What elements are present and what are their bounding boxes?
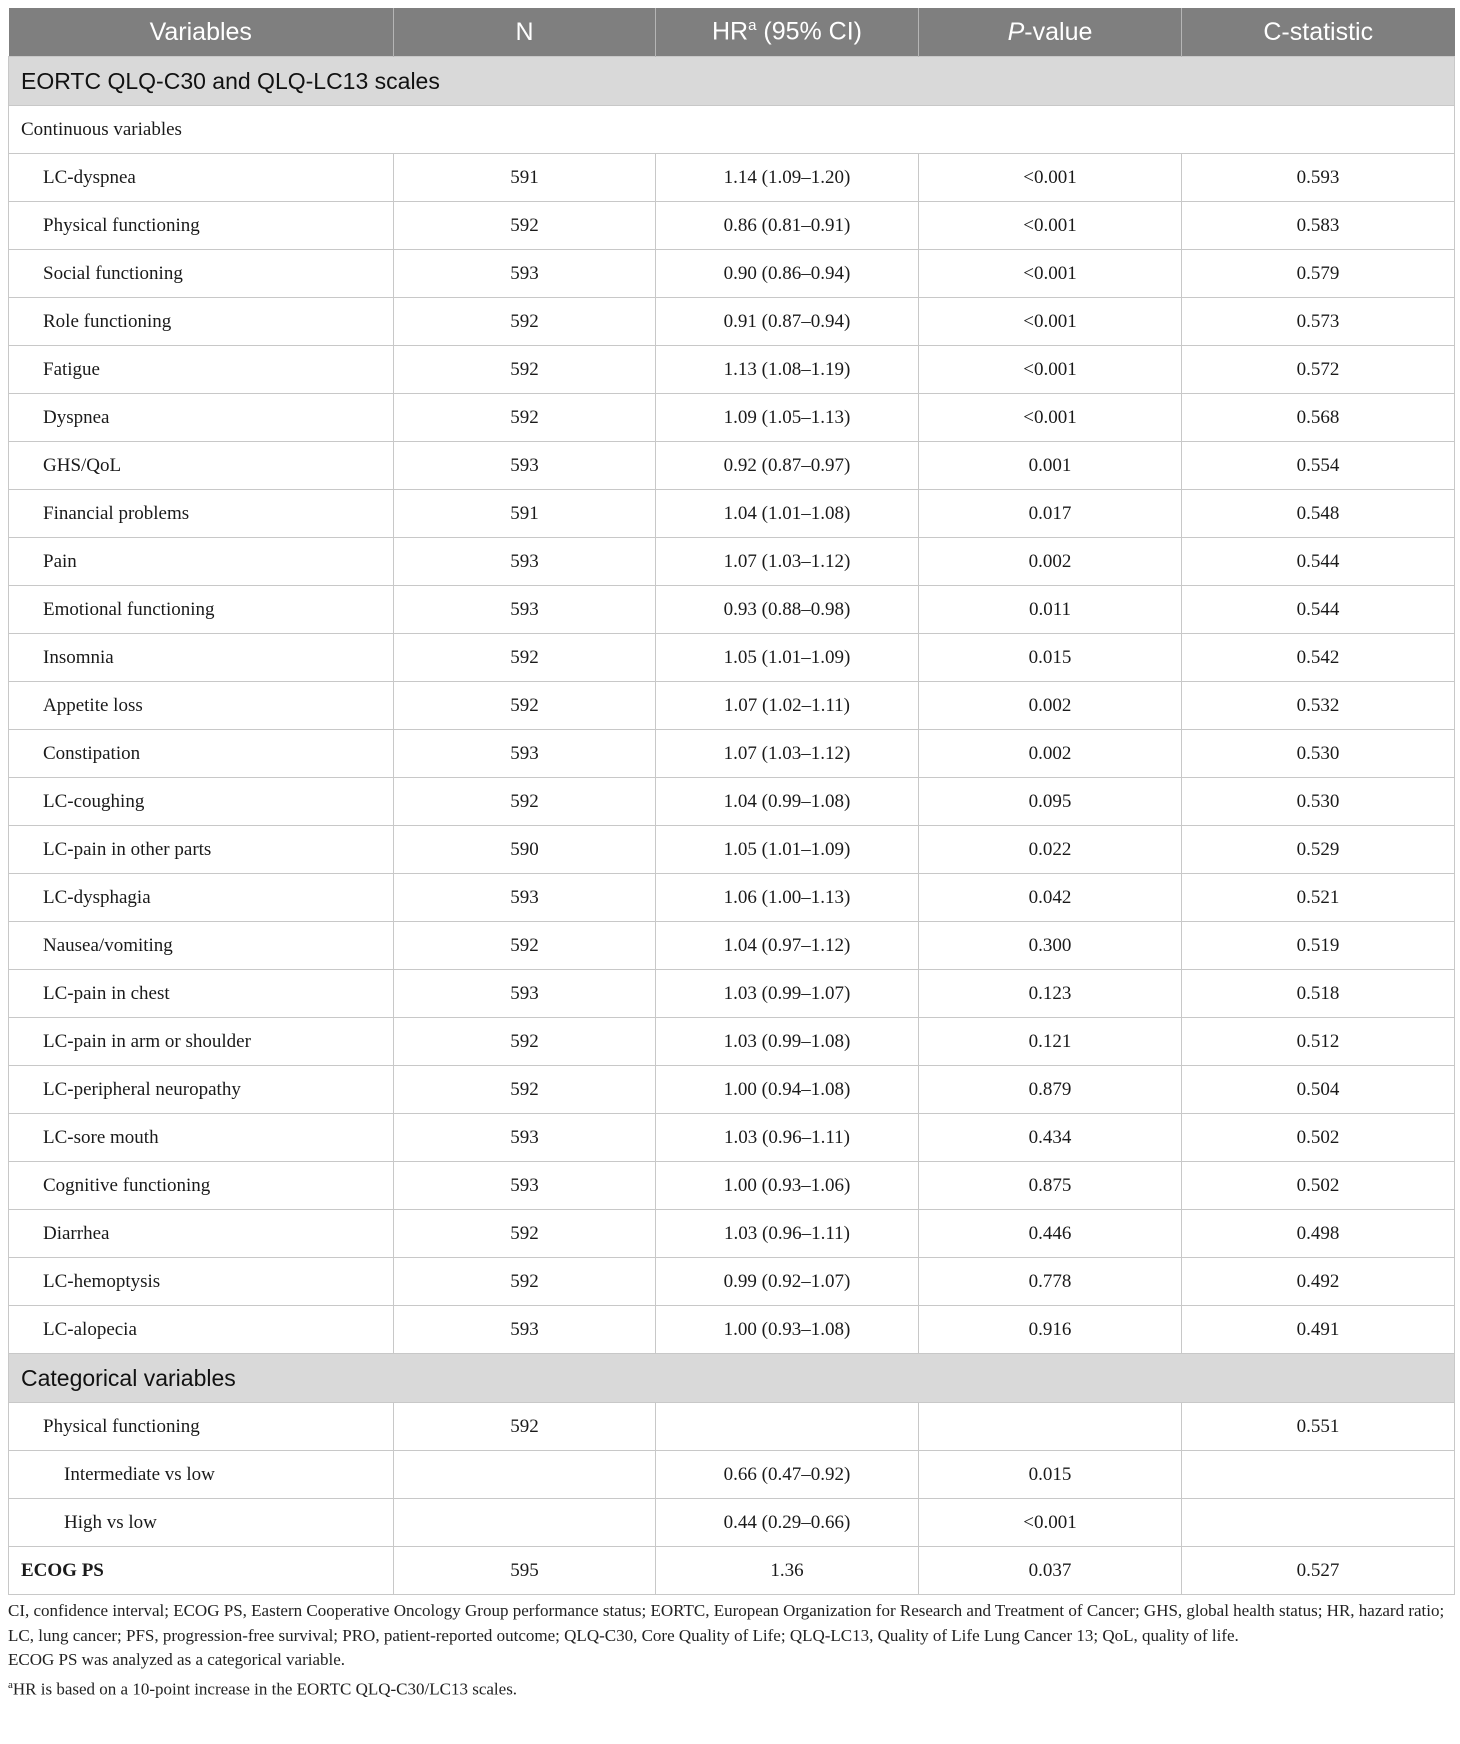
- table-row: [9, 730, 1455, 778]
- variable-cell: Dyspnea: [9, 394, 394, 442]
- n-cell: 592: [394, 634, 656, 682]
- table-row: [9, 298, 1455, 346]
- p-value-cell: 0.015: [919, 1451, 1182, 1499]
- variable-cell: Physical functioning: [9, 1403, 394, 1451]
- footnote-ecog: ECOG PS was analyzed as a categorical variable.: [8, 1650, 346, 1669]
- header-hr-sup: a: [748, 17, 757, 35]
- c-statistic-cell: 0.502: [1182, 1114, 1455, 1162]
- variable-cell: Cognitive functioning: [9, 1162, 394, 1210]
- p-value-cell: 0.123: [919, 970, 1182, 1018]
- footnote-hr-text: HR is based on a 10-point increase in the EORTC QLQ-C30/LC13 scales.: [12, 1679, 518, 1699]
- c-statistic-cell: 0.542: [1182, 634, 1455, 682]
- n-cell: 590: [394, 826, 656, 874]
- table-row: [9, 778, 1455, 826]
- p-value-cell: <0.001: [919, 202, 1182, 250]
- subhead-continuous: Continuous variables: [9, 106, 1455, 154]
- table-row: [9, 346, 1455, 394]
- hr-cell: 0.66 (0.47–0.92): [656, 1451, 919, 1499]
- c-statistic-cell: 0.502: [1182, 1162, 1455, 1210]
- hr-cell: 1.14 (1.09–1.20): [656, 154, 919, 202]
- c-statistic-cell: 0.532: [1182, 682, 1455, 730]
- p-value-cell: 0.778: [919, 1258, 1182, 1306]
- n-cell: 592: [394, 682, 656, 730]
- header-row: [9, 8, 1455, 57]
- table-row: [9, 970, 1455, 1018]
- hr-cell: 0.90 (0.86–0.94): [656, 250, 919, 298]
- c-statistic-cell: 0.492: [1182, 1258, 1455, 1306]
- p-value-cell: <0.001: [919, 298, 1182, 346]
- hr-cell: 1.00 (0.93–1.06): [656, 1162, 919, 1210]
- hr-cell: 1.05 (1.01–1.09): [656, 826, 919, 874]
- p-value-cell: 0.037: [919, 1547, 1182, 1595]
- hr-cell: 1.00 (0.93–1.08): [656, 1306, 919, 1354]
- c-statistic-cell: 0.544: [1182, 586, 1455, 634]
- variable-cell: Financial problems: [9, 490, 394, 538]
- table-row: [9, 1258, 1455, 1306]
- hr-cell: 0.92 (0.87–0.97): [656, 442, 919, 490]
- variable-cell: LC-dysphagia: [9, 874, 394, 922]
- footnotes: [8, 1599, 1454, 1702]
- n-cell: 593: [394, 730, 656, 778]
- c-statistic-cell: 0.573: [1182, 298, 1455, 346]
- table-container: [8, 8, 1454, 1702]
- c-statistic-cell: 0.519: [1182, 922, 1455, 970]
- variable-cell: LC-pain in chest: [9, 970, 394, 1018]
- variable-cell: Intermediate vs low: [9, 1451, 394, 1499]
- n-cell: [394, 1499, 656, 1547]
- c-statistic-cell: 0.551: [1182, 1403, 1455, 1451]
- p-value-cell: 0.001: [919, 442, 1182, 490]
- table-row: [9, 154, 1455, 202]
- section-title: EORTC QLQ-C30 and QLQ-LC13 scales: [9, 57, 1455, 106]
- n-cell: 591: [394, 490, 656, 538]
- p-value-cell: <0.001: [919, 154, 1182, 202]
- hr-cell: 1.04 (1.01–1.08): [656, 490, 919, 538]
- variable-cell: High vs low: [9, 1499, 394, 1547]
- table-row: [9, 874, 1455, 922]
- c-statistic-cell: 0.579: [1182, 250, 1455, 298]
- hr-cell: 1.00 (0.94–1.08): [656, 1066, 919, 1114]
- header-n: N: [394, 8, 656, 57]
- c-statistic-cell: [1182, 1451, 1455, 1499]
- p-value-cell: 0.875: [919, 1162, 1182, 1210]
- table-row: [9, 490, 1455, 538]
- variable-cell: LC-sore mouth: [9, 1114, 394, 1162]
- variable-cell: Appetite loss: [9, 682, 394, 730]
- hr-cell: 0.44 (0.29–0.66): [656, 1499, 919, 1547]
- c-statistic-cell: 0.498: [1182, 1210, 1455, 1258]
- variable-cell: ECOG PS: [9, 1547, 394, 1595]
- p-value-cell: 0.121: [919, 1018, 1182, 1066]
- p-value-cell: 0.916: [919, 1306, 1182, 1354]
- variable-cell: Pain: [9, 538, 394, 586]
- variable-cell: LC-alopecia: [9, 1306, 394, 1354]
- footnote-hr-sup: a: [8, 1678, 13, 1691]
- table-row: [9, 826, 1455, 874]
- hr-cell: 1.36: [656, 1547, 919, 1595]
- variable-cell: Constipation: [9, 730, 394, 778]
- n-cell: 592: [394, 922, 656, 970]
- table-row: [9, 394, 1455, 442]
- variable-cell: Social functioning: [9, 250, 394, 298]
- table-row: [9, 922, 1455, 970]
- table-row: [9, 538, 1455, 586]
- p-value-cell: 0.002: [919, 682, 1182, 730]
- n-cell: 593: [394, 442, 656, 490]
- table-row: [9, 1403, 1455, 1451]
- c-statistic-cell: 0.548: [1182, 490, 1455, 538]
- table-row: [9, 1547, 1455, 1595]
- header-hr-rest: (95% CI): [756, 17, 863, 46]
- p-value-cell: 0.300: [919, 922, 1182, 970]
- c-statistic-cell: 0.521: [1182, 874, 1455, 922]
- hr-cell: 1.04 (0.97–1.12): [656, 922, 919, 970]
- p-value-cell: [919, 1403, 1182, 1451]
- hr-cell: 1.07 (1.03–1.12): [656, 538, 919, 586]
- table-row: [9, 250, 1455, 298]
- p-value-cell: 0.095: [919, 778, 1182, 826]
- n-cell: 593: [394, 586, 656, 634]
- c-statistic-cell: 0.593: [1182, 154, 1455, 202]
- header-c-statistic: C-statistic: [1182, 8, 1455, 57]
- variable-cell: LC-hemoptysis: [9, 1258, 394, 1306]
- hr-cell: 1.05 (1.01–1.09): [656, 634, 919, 682]
- header-hr: [656, 8, 919, 57]
- c-statistic-cell: 0.530: [1182, 778, 1455, 826]
- n-cell: [394, 1451, 656, 1499]
- hr-cell: 1.03 (0.96–1.11): [656, 1114, 919, 1162]
- n-cell: 593: [394, 1306, 656, 1354]
- c-statistic-cell: 0.504: [1182, 1066, 1455, 1114]
- p-value-cell: <0.001: [919, 394, 1182, 442]
- c-statistic-cell: 0.544: [1182, 538, 1455, 586]
- variable-cell: Emotional functioning: [9, 586, 394, 634]
- hr-cell: 1.03 (0.99–1.08): [656, 1018, 919, 1066]
- header-p-value: [919, 8, 1182, 57]
- section-title: Categorical variables: [9, 1354, 1455, 1403]
- hr-cell: 1.07 (1.03–1.12): [656, 730, 919, 778]
- hr-cell: 1.03 (0.99–1.07): [656, 970, 919, 1018]
- hr-cell: 1.13 (1.08–1.19): [656, 346, 919, 394]
- n-cell: 593: [394, 1162, 656, 1210]
- table-row: [9, 1451, 1455, 1499]
- n-cell: 592: [394, 1066, 656, 1114]
- footnote-abbreviations: CI, confidence interval; ECOG PS, Eastern Cooperative Oncology Group performance status; EORTC, European Organization for Research and Treatment of Cancer; GHS, global health status; HR, hazard ratio; LC, lung cancer; PFS, progression-free survival; PRO, patient-reported outcome; QLQ-C30, Core Quality of Life; QLQ-LC13, Quality of Life Lung Cancer 13; QoL, quality of life.: [8, 1601, 1445, 1645]
- table-row: [9, 442, 1455, 490]
- n-cell: 595: [394, 1547, 656, 1595]
- header-p-italic: P: [1007, 17, 1025, 46]
- c-statistic-cell: 0.491: [1182, 1306, 1455, 1354]
- c-statistic-cell: 0.530: [1182, 730, 1455, 778]
- variable-cell: Physical functioning: [9, 202, 394, 250]
- variable-cell: Role functioning: [9, 298, 394, 346]
- n-cell: 592: [394, 346, 656, 394]
- variable-cell: LC-dyspnea: [9, 154, 394, 202]
- hr-cell: 1.09 (1.05–1.13): [656, 394, 919, 442]
- table-row: [9, 1114, 1455, 1162]
- p-value-cell: 0.022: [919, 826, 1182, 874]
- table-row: [9, 682, 1455, 730]
- hr-cell: 0.91 (0.87–0.94): [656, 298, 919, 346]
- variable-cell: Diarrhea: [9, 1210, 394, 1258]
- n-cell: 593: [394, 538, 656, 586]
- hr-cell: 0.99 (0.92–1.07): [656, 1258, 919, 1306]
- table-row: [9, 1162, 1455, 1210]
- n-cell: 592: [394, 1403, 656, 1451]
- hr-cell: 1.06 (1.00–1.13): [656, 874, 919, 922]
- p-value-cell: 0.015: [919, 634, 1182, 682]
- table-row: [9, 634, 1455, 682]
- results-table: [8, 8, 1455, 1595]
- n-cell: 593: [394, 1114, 656, 1162]
- header-variables: Variables: [9, 8, 394, 57]
- p-value-cell: 0.002: [919, 730, 1182, 778]
- p-value-cell: 0.446: [919, 1210, 1182, 1258]
- c-statistic-cell: 0.572: [1182, 346, 1455, 394]
- p-value-cell: <0.001: [919, 346, 1182, 394]
- table-row: [9, 1018, 1455, 1066]
- n-cell: 592: [394, 298, 656, 346]
- n-cell: 592: [394, 202, 656, 250]
- c-statistic-cell: [1182, 1499, 1455, 1547]
- p-value-cell: 0.011: [919, 586, 1182, 634]
- c-statistic-cell: 0.527: [1182, 1547, 1455, 1595]
- n-cell: 592: [394, 1258, 656, 1306]
- c-statistic-cell: 0.554: [1182, 442, 1455, 490]
- variable-cell: Nausea/vomiting: [9, 922, 394, 970]
- c-statistic-cell: 0.512: [1182, 1018, 1455, 1066]
- hr-cell: 1.03 (0.96–1.11): [656, 1210, 919, 1258]
- p-value-cell: 0.879: [919, 1066, 1182, 1114]
- variable-cell: Fatigue: [9, 346, 394, 394]
- table-row: [9, 586, 1455, 634]
- c-statistic-cell: 0.583: [1182, 202, 1455, 250]
- variable-cell: LC-pain in arm or shoulder: [9, 1018, 394, 1066]
- n-cell: 592: [394, 778, 656, 826]
- hr-cell: [656, 1403, 919, 1451]
- section-row-eortc: [9, 57, 1455, 106]
- p-value-cell: 0.017: [919, 490, 1182, 538]
- n-cell: 591: [394, 154, 656, 202]
- n-cell: 592: [394, 1018, 656, 1066]
- hr-cell: 0.93 (0.88–0.98): [656, 586, 919, 634]
- subhead-row: [9, 106, 1455, 154]
- hr-cell: 0.86 (0.81–0.91): [656, 202, 919, 250]
- n-cell: 593: [394, 250, 656, 298]
- n-cell: 593: [394, 970, 656, 1018]
- table-row: [9, 202, 1455, 250]
- variable-cell: LC-pain in other parts: [9, 826, 394, 874]
- variable-cell: GHS/QoL: [9, 442, 394, 490]
- footnote-hr: [8, 1673, 1454, 1702]
- p-value-cell: <0.001: [919, 250, 1182, 298]
- variable-cell: LC-peripheral neuropathy: [9, 1066, 394, 1114]
- c-statistic-cell: 0.518: [1182, 970, 1455, 1018]
- table-row: [9, 1306, 1455, 1354]
- hr-cell: 1.07 (1.02–1.11): [656, 682, 919, 730]
- header-hr-base: HR: [711, 17, 749, 46]
- variable-cell: LC-coughing: [9, 778, 394, 826]
- c-statistic-cell: 0.568: [1182, 394, 1455, 442]
- section-row-categorical: [9, 1354, 1455, 1403]
- table-row: [9, 1210, 1455, 1258]
- n-cell: 593: [394, 874, 656, 922]
- p-value-cell: 0.042: [919, 874, 1182, 922]
- table-row: [9, 1499, 1455, 1547]
- header-p-rest: -value: [1024, 17, 1093, 46]
- table-row: [9, 1066, 1455, 1114]
- variable-cell: Insomnia: [9, 634, 394, 682]
- c-statistic-cell: 0.529: [1182, 826, 1455, 874]
- n-cell: 592: [394, 1210, 656, 1258]
- n-cell: 592: [394, 394, 656, 442]
- hr-cell: 1.04 (0.99–1.08): [656, 778, 919, 826]
- p-value-cell: <0.001: [919, 1499, 1182, 1547]
- p-value-cell: 0.002: [919, 538, 1182, 586]
- p-value-cell: 0.434: [919, 1114, 1182, 1162]
